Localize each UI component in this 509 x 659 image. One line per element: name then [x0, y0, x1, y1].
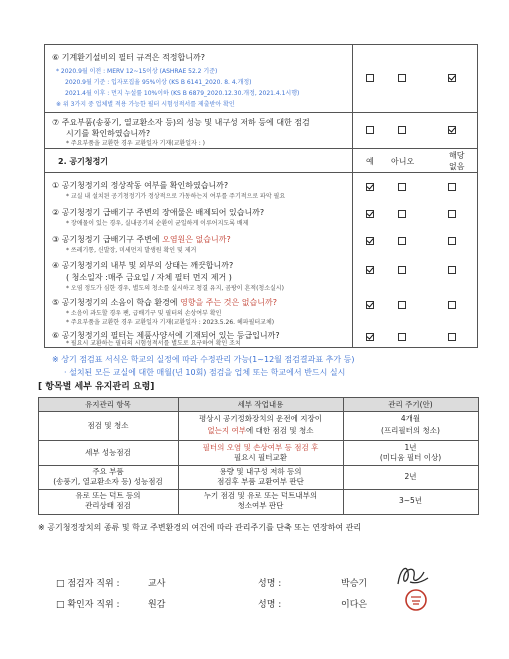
maint-header-cycle: 관리 주기(안): [388, 400, 433, 409]
maint-row2-cycle-line1: 1년: [404, 443, 417, 452]
maint-row3-item-line1: 주요 부품: [92, 467, 124, 476]
p6-sub: * 필요시 교환하는 필터의 시험성적서를 별도로 요구하여 확인 조치: [66, 340, 241, 347]
p3-sub: * 쓰레기통, 신발장, 미세먼지 발생원 확인 및 제거: [66, 247, 197, 254]
q6-line4: ※ 위 3가지 중 업체별 적용 가능한 필터 시험성적서를 제출받아 확인: [56, 101, 235, 108]
note-2: · 설치된 모든 교실에 대한 매월(년 10회) 점검을 업체 또는 학교에서 반드시 실시: [64, 368, 346, 377]
q6-title: ⑥ 기계환기설비의 필터 규격은 적정합니까?: [52, 53, 205, 62]
maint-row-line-2: [38, 440, 478, 441]
maint-row1-work-highlight: 없는지 여부: [207, 426, 247, 435]
p4-checkbox-yes[interactable]: [366, 266, 374, 274]
p4-cleaning: ( 청소일자 :매주 금요일 / 자체 필터 먼지 제거 ): [66, 273, 232, 282]
maintenance-heading: [ 항목별 세부 유지관리 요령]: [38, 382, 155, 392]
row-divider-q6: [44, 112, 477, 113]
maint-border-bottom: [38, 514, 478, 515]
p3-title-a: ③ 공기청정기 급배기구 주변에: [52, 235, 163, 244]
p6-checkbox-yes[interactable]: [366, 333, 374, 341]
maint-row1-cycle-line2: (프리필터의 청소): [381, 426, 440, 435]
p5-checkbox-na[interactable]: [448, 301, 456, 309]
q6-checkbox-yes[interactable]: [366, 74, 374, 82]
p5-title-a: ⑤ 공기청정기의 소음이 학습 환경에: [52, 298, 181, 307]
p2-checkbox-no[interactable]: [398, 210, 406, 218]
p1-title: ① 공기청정기의 정상작동 여부를 확인하였습니까?: [52, 181, 229, 190]
maint-row1-work-line2: [178, 426, 343, 435]
maint-row4-work-line1: 누기 점검 및 유로 또는 덕트내부의: [203, 491, 318, 500]
maint-row3-work-line1: 용량 및 내구성 저하 등의: [219, 467, 302, 476]
p6-checkbox-na[interactable]: [448, 333, 456, 341]
p6-title: ⑥ 공기청정기의 필터는 제품사양서에 기재되어 있는 등급입니까?: [52, 331, 280, 340]
p2-title: ② 공기청정기 급배기구 주변의 장애물은 배제되어 있습니까?: [52, 208, 265, 217]
col-yes: 예: [366, 157, 374, 166]
q7-title-line2: 시기를 확인하였습니까?: [66, 129, 151, 138]
maint-row2-work-line1: 필터의 오염 및 손상여부 등 점검 후: [202, 443, 319, 452]
maint-row4-work-line2: 청소여부 판단: [237, 501, 284, 510]
p5-title-b: 영향을 주는 것은 없습니까?: [180, 298, 277, 307]
p5-checkbox-yes[interactable]: [366, 301, 374, 309]
maint-row3-cycle: 2년: [404, 472, 417, 481]
maint-row-line-1: [38, 411, 478, 412]
checker-label: □ 확인자 직위 :: [56, 600, 120, 610]
p2-checkbox-yes[interactable]: [366, 210, 374, 218]
p5-title: [52, 299, 277, 307]
maint-row1-work-rest: 에 대한 점검 및 청소: [246, 426, 314, 435]
p3-checkbox-no[interactable]: [398, 237, 406, 245]
q7-checkbox-yes[interactable]: [366, 126, 374, 134]
p3-checkbox-yes[interactable]: [366, 237, 374, 245]
maint-row4-cycle: 3~5년: [398, 496, 423, 505]
inspector-name: 박승기: [341, 579, 368, 589]
maint-row1-work-line1: 평상시 공기정화장치의 운전에 지장이: [198, 414, 323, 423]
col-no: 아니오: [391, 157, 415, 166]
maint-row2-cycle-line2: (미디움 필터 이상): [379, 453, 442, 462]
inspector-title: 교사: [148, 579, 166, 589]
section2-title: 2. 공기청정기: [58, 157, 109, 166]
q6-line3: 2021.4월 이후 : 먼지 누설률 10%이하 (KS B 6879_2020.12.30.개정, 2021.4.1시행): [65, 90, 300, 97]
maint-header-work: 세부 작업내용: [237, 400, 284, 409]
maint-row1-cycle-line1: 4개월: [400, 414, 421, 423]
col-na-line1: 해당: [449, 151, 465, 160]
maint-row4-item-line1: 유로 또는 덕트 등의: [75, 491, 141, 500]
p6-checkbox-no[interactable]: [398, 333, 406, 341]
p3-title-b: 오염원은 없습니까?: [162, 235, 231, 244]
q6-checkbox-na[interactable]: [448, 74, 456, 82]
checker-title: 원감: [148, 600, 166, 610]
checker-name-label: 성명 :: [258, 600, 282, 610]
p3-title: [52, 236, 231, 244]
q6-line1: * 2020.9월 이전 : MERV 12~15이상 (ASHRAE 52.2 기준): [56, 68, 218, 75]
inspector-label: □ 점검자 직위 :: [56, 579, 120, 589]
q7-title-line1: ⑦ 주요부품(송풍기, 열교환소자 등)의 성능 및 내구성 저하 등에 대한 점검: [52, 118, 310, 127]
maint-border-top: [38, 397, 478, 398]
maint-row-line-4: [38, 489, 478, 490]
p4-checkbox-na[interactable]: [448, 266, 456, 274]
col-na-line2: 없음: [449, 162, 465, 171]
official-seal: [404, 588, 428, 612]
p4-title: ④ 공기청정기의 내부 및 외부의 상태는 깨끗합니까?: [52, 261, 234, 270]
p2-checkbox-na[interactable]: [448, 210, 456, 218]
p5-sub2: * 주요부품을 교환한 경우 교환일자 기재(교환일자 : 2023.5.26. 헤파필터교체): [66, 319, 275, 326]
maint-header-item: 유지관리 항목: [85, 400, 131, 409]
table-left-border: [44, 44, 45, 348]
p5-sub1: * 소음이 과도할 경우 팬, 급배기구 및 필터의 손상여부 확인: [66, 310, 222, 317]
p4-checkbox-no[interactable]: [398, 266, 406, 274]
p4-sub: * 오염 정도가 심한 경우, 별도의 청소를 실시하고 청결 유지, 곰팡이 흔적(청소실시): [66, 285, 284, 292]
q7-checkbox-na[interactable]: [448, 126, 456, 134]
maint-row3-work-line2: 점검후 부품 교환여부 판단: [217, 477, 304, 486]
p1-sub: * 교실 내 설치된 공기청정기가 정상적으로 가동하는지 여부를 주기적으로 파악 필요: [66, 193, 286, 200]
maint-border-right: [478, 397, 479, 515]
q7-checkbox-no[interactable]: [398, 126, 406, 134]
p5-checkbox-no[interactable]: [398, 301, 406, 309]
q6-checkbox-no[interactable]: [398, 74, 406, 82]
table-right-border: [477, 44, 478, 348]
maint-row1-item: 점검 및 청소: [87, 421, 129, 430]
maintenance-footnote: ※ 공기청정장치의 종류 및 학교 주변환경의 여건에 따라 관리주기를 단축 또는 연장하여 관리: [38, 523, 362, 532]
maint-row2-work-line2: 필요시 필터교환: [233, 453, 288, 462]
row-divider-q7: [44, 148, 477, 149]
note-1: ※ 상기 점검표 서식은 학교의 실정에 따라 수정관리 가능(1~12월 점검결과표 추가 등): [52, 355, 355, 364]
maint-row4-item-line2: 관리상태 점검: [85, 501, 131, 510]
table-top-border: [44, 44, 477, 45]
inspector-name-label: 성명 :: [258, 579, 282, 589]
maint-row2-item: 세부 성능점검: [85, 448, 131, 457]
p2-sub: * 장애물이 있는 경우, 실내공기의 순환이 균일하게 이루어지도록 배제: [66, 220, 249, 227]
checker-name: 이다은: [341, 600, 368, 610]
p1-checkbox-no[interactable]: [398, 183, 406, 191]
maint-row3-item-line2: (송풍기, 열교환소자 등) 성능점검: [53, 477, 163, 486]
q6-line2: 2020.9월 기준 : 입자포집율 95%이상 (KS B 6141_2020. 8. 4.개정): [65, 79, 252, 86]
p3-checkbox-na[interactable]: [448, 237, 456, 245]
p1-checkbox-na[interactable]: [448, 183, 456, 191]
maint-row-line-3: [38, 465, 478, 466]
answer-column-divider: [352, 44, 353, 348]
p1-checkbox-yes[interactable]: [366, 183, 374, 191]
row-divider-section2: [44, 172, 477, 173]
q7-sub: * 주요부품을 교환한 경우 교환일자 기재(교환일자 : ): [66, 140, 205, 147]
table-bottom-border: [44, 347, 477, 348]
